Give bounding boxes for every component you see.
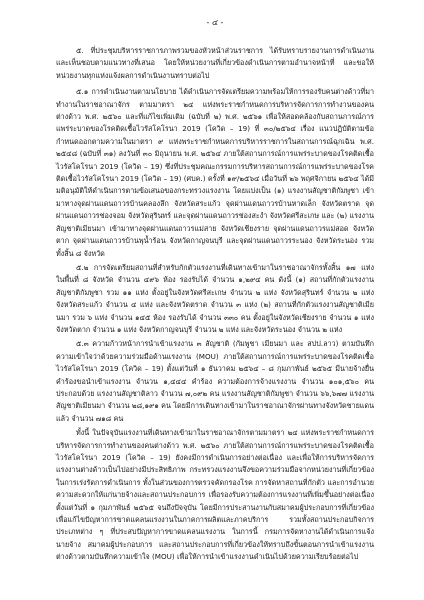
paragraph-5-1: ๕.๑ การดำเนินงานตามนโยบาย ได้ดำเนินการจัดเตรียมความพร้อมให้การรองรับคนต่างด้าวที่มาทำงานในราชอาณาจักร ตามมาตรา ๒๔ แห่งพระราชกำหนดการบริหารจัดการการทำงานของคนต่างด้าว พ.ศ. ๒๕๖๐ และที่แก้ไขเพิ่มเติม (ฉบับที่ ๒) พ.ศ. ๒๕๖๑ เพื่อให้สอดคล้องกับสถานการณ์การแพร่ระบาดของโรคติดเชื้อไวรัสโคโรนา 2019 (โควิด – 19) ที่ ๓๐/๒๕๖๔ เรื่อง แนวปฏิบัติตามข้อกำหนดออกตามความในมาตรา ๙ แห่งพระราชกำหนดการบริหารราชการในสถานการณ์ฉุกเฉิน พ.ศ. ๒๕๔๘ (ฉบับที่ ๓๑) ลงวันที่ ๓๐ มิถุนายน พ.ศ. ๒๕๖๔ ภายใต้สถานการณ์การแพร่ระบาดของโรคติดเชื้อไวรัสโคโรนา 2019 (โควิด – 19) ซึ่งที่ประชุมคณะกรรมการบริหารสถานการณ์การแพร่ระบาดของโรคติดเชื้อไวรัสโคโรนา 2019 (โควิด – 19) (ศบค.) ครั้งที่ ๑๙/๒๕๖๔ เมื่อวันที่ ๒๖ พฤศจิกายน ๒๕๖๔ ได้มีมติอนุมัติให้ดำเนินการตามข้อเสนอของกระทรวงแรงงาน โดยแบ่งเป็น (๑) แรงงานสัญชาติกัมพูชา เข้ามาทางจุดผ่านแดนถาวรบ้านคลองลึก จังหวัดสระแก้ว จุดผ่านแดนถาวรบ้านหาดเล็ก จังหวัดตราด จุดผ่านแดนถาวรช่องจอม จังหวัดสุรินทร์ และจุดผ่านแดนถาวรช่องสะงำ จังหวัดศรีสะเกษ และ (๒) แรงงานสัญชาติเมียนมา เข้ามาทางจุดผ่านแดนถาวรแม่สาย จังหวัดเชียงราย จุดผ่านแดนถาวรแม่สอด จังหวัดตาก จุดผ่านแดนถาวรบ้านพุน้ำร้อน จังหวัดกาญจนบุรี และจุดผ่านแดนถาวรระนอง จังหวัดระนอง รวมทั้งสิ้น ๘ จังหวัด xyxy=(56,87,374,258)
paragraph-summary: ทั้งนี้ ในปัจจุบันแรงงานที่เดินทางเข้ามาในราชอาณาจักรตามมาตรา ๒๔ แห่งพระราชกำหนดการบริหารจัดการการทำงานของคนต่างด้าว พ.ศ. ๒๕๖๐ ภายใต้สถานการณ์การแพร่ระบาดของโรคติดเชื้อไวรัสโคโรนา 2019 (โควิด – 19) ยังคงมีการดำเนินการอย่างต่อเนื่อง และเพื่อให้การบริหารจัดการแรงงานต่างด้าวเป็นไปอย่างมีประสิทธิภาพ กระทรวงแรงงานจึงขอความร่วมมือจากหน่วยงานที่เกี่ยวข้องในการเร่งรัดการดำเนินการ ทั้งในส่วนของการตรวจคัดกรองโรค การจัดหาสถานที่กักตัว และการอำนวยความสะดวกให้แก่นายจ้างและสถานประกอบการ เพื่อรองรับความต้องการแรงงานที่เพิ่มขึ้นอย่างต่อเนื่อง ตั้งแต่วันที่ ๑ กุมภาพันธ์ ๒๕๖๕ จนถึงปัจจุบัน โดยมีการประสานงานกับสมาคมผู้ประกอบการที่เกี่ยวข้องเพื่อแก้ไขปัญหาการขาดแคลนแรงงานในภาคการผลิตและภาคบริการ รวมทั้งสถานประกอบกิจการประเภทต่าง ๆ ที่ประสบปัญหาการขาดแคลนแรงงาน ในการนี้ กรมการจัดหางานได้ดำเนินการแจ้งนายจ้าง สมาคมผู้ประกอบการ และสถานประกอบการที่เกี่ยวข้องให้ทราบถึงขั้นตอนการนำเข้าแรงงานต่างด้าวตามบันทึกความเข้าใจ (MOU) เพื่อให้การนำเข้าแรงงานดำเนินไปด้วยความเรียบร้อยต่อไป xyxy=(56,428,374,562)
paragraph-5-3: ๕.๓ ความก้าวหน้าการนำเข้าแรงงาน ๓ สัญชาติ (กัมพูชา เมียนมา และ สปป.ลาว) ตามบันทึกความเข้าใจว่าด้วยความร่วมมือด้านแรงงาน (MOU) ภายใต้สถานการณ์การแพร่ระบาดของโรคติดเชื้อไวรัสโคโรนา 2019 (โควิด – 19) ตั้งแต่วันที่ ๑ ธันวาคม ๒๕๖๔ – ๘ กุมภาพันธ์ ๒๕๖๕ มีนายจ้างยื่นคำร้องขอนำเข้าแรงงาน จำนวน ๑,๔๔๔ คำร้อง ความต้องการจ้างแรงงาน จำนวน ๑๐๑,๕๖๐ คน ประกอบด้วย แรงงานสัญชาติลาว จำนวน ๗,๐๙๒ คน แรงงานสัญชาติกัมพูชา จำนวน ๖๖,๖๗๗ แรงงานสัญชาติเมียนมา จำนวน ๒๘,๑๙๑ คน โดยมีการเดินทางเข้ามาในราชอาณาจักรผ่านทางจังหวัดชายแดนแล้ว จำนวน ๗๑๘ คน xyxy=(56,339,374,423)
page-number: - ๔ - xyxy=(206,18,224,27)
paragraph-5-2: ๕.๒ การจัดเตรียมสถานที่สำหรับกักตัวแรงงานที่เดินทางเข้ามาในราชอาณาจักรทั้งสิ้น ๑๗ แห่ง ในพื้นที่ ๘ จังหวัด จำนวน ๔๙๖ ห้อง รองรับได้ จำนวน ๑,๒๙๔ คน ดังนี้ (๑) สถานที่กักตัวแรงงานสัญชาติกัมพูชา รวม ๑๑ แห่ง ตั้งอยู่ในจังหวัดศรีสะเกษ จำนวน ๒ แห่ง จังหวัดสุรินทร์ จำนวน ๒ แห่ง จังหวัดสระแก้ว จำนวน ๔ แห่ง และจังหวัดตราด จำนวน ๓ แห่ง (๒) สถานที่กักตัวแรงงานสัญชาติเมียนมา รวม ๖ แห่ง จำนวน ๑๔๕ ห้อง รองรับได้ จำนวน ๓๓๐ คน ตั้งอยู่ในจังหวัดเชียงราย จำนวน ๑ แห่ง จังหวัดตาก จำนวน ๑ แห่ง จังหวัดกาญจนบุรี จำนวน ๒ แห่ง และจังหวัดระนอง จำนวน ๒ แห่ง xyxy=(56,262,374,334)
paragraph-5: ๕. ที่ประชุมบริหารราชการภาพรวมของหัวหน้าส่วนราชการ ได้รับทราบรายงานการดำเนินงานและเห็นชอบตามแนวทางที่เสนอ โดยให้หน่วยงานที่เกี่ยวข้องดำเนินการตามอำนาจหน้าที่ และขอให้หน่วยงานทุกแห่งแจ้งผลการดำเนินงานทราบต่อไป xyxy=(56,46,374,80)
